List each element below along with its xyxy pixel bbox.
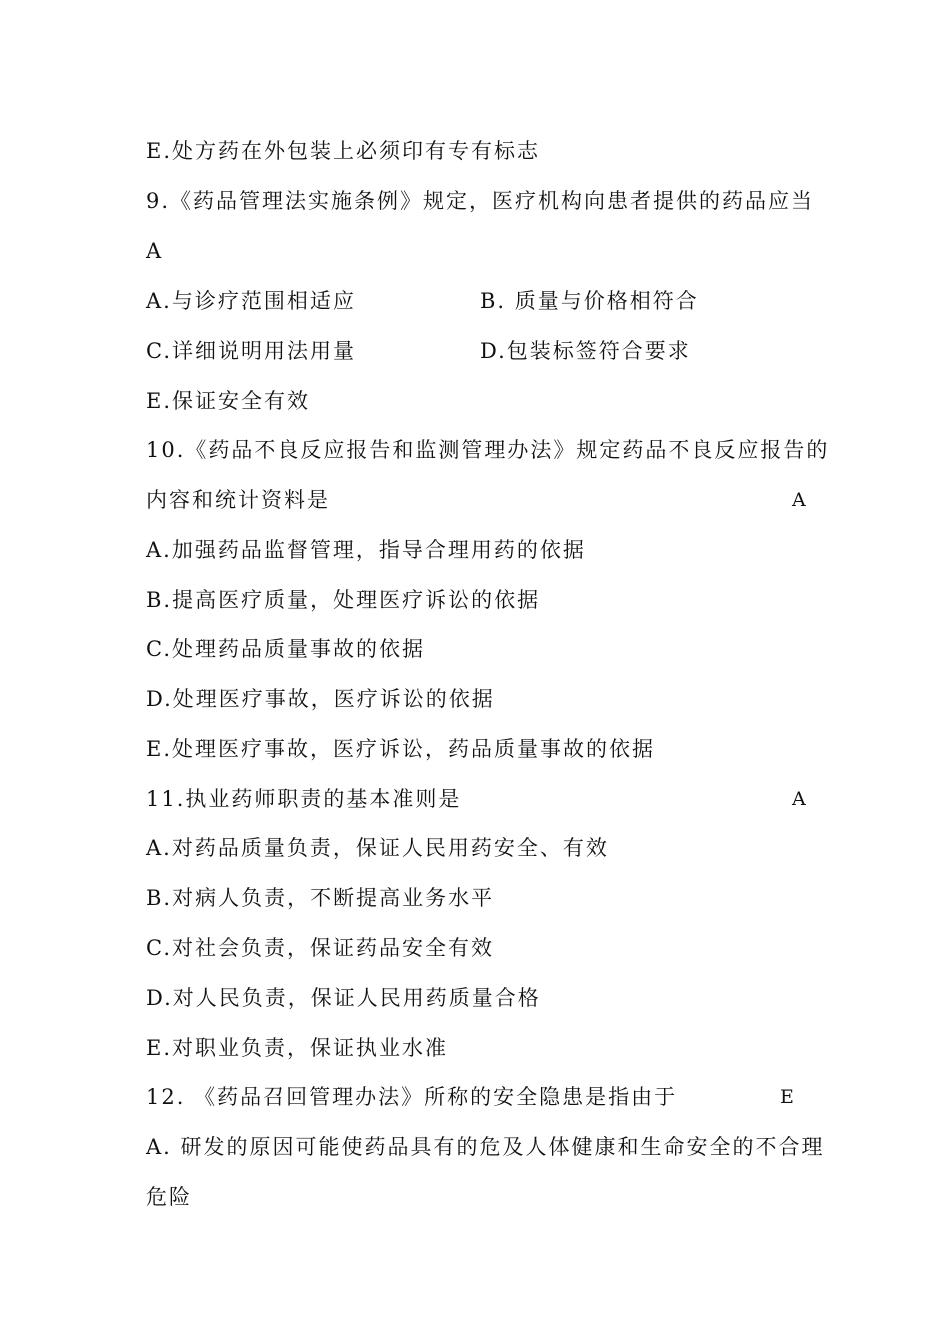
q10-option-e: E.处理医疗事故，医疗诉讼，药品质量事故的依据 <box>146 737 656 761</box>
q8-option-e: E.处方药在外包装上必须印有专有标志 <box>146 139 541 163</box>
q11-option-e: E.对职业负责，保证执业水准 <box>146 1036 449 1060</box>
q10-option-b: B.提高医疗质量，处理医疗诉讼的依据 <box>146 588 541 612</box>
q11-answer: A <box>792 788 806 810</box>
q9-option-b: B. 质量与价格相符合 <box>480 289 699 313</box>
q9-answer: A <box>146 239 164 263</box>
q10-option-a: A.加强药品监督管理，指导合理用药的依据 <box>146 538 586 562</box>
q9-stem: 9.《药品管理法实施条例》规定，医疗机构向患者提供的药品应当 <box>146 189 815 213</box>
q9-option-d: D.包装标签符合要求 <box>480 339 691 363</box>
q12-option-a: A. 研发的原因可能使药品具有的危及人体健康和生命安全的不合理 <box>146 1135 825 1159</box>
q12-stem: 12. 《药品召回管理办法》所称的安全隐患是指由于 <box>146 1085 678 1109</box>
q12-answer: E <box>780 1086 794 1108</box>
q11-stem: 11.执业药师职责的基本准则是 <box>146 787 462 811</box>
q11-option-d: D.对人民负责，保证人民用药质量合格 <box>146 986 541 1010</box>
q11-option-b: B.对病人负责，不断提高业务水平 <box>146 886 495 910</box>
q11-option-a: A.对药品质量负责，保证人民用药安全、有效 <box>146 836 609 860</box>
q10-stem: 10.《药品不良反应报告和监测管理办法》规定药品不良反应报告的 <box>146 438 830 462</box>
q11-option-c: C.对社会负责，保证药品安全有效 <box>146 936 494 960</box>
q9-option-c: C.详细说明用法用量 <box>146 339 356 363</box>
q10-option-c: C.处理药品质量事故的依据 <box>146 637 425 661</box>
q9-option-e: E.保证安全有效 <box>146 389 311 413</box>
q10-stem-cont: 内容和统计资料是 <box>146 488 330 512</box>
q10-option-d: D.处理医疗事故，医疗诉讼的依据 <box>146 687 495 711</box>
q12-option-a-cont: 危险 <box>146 1185 192 1209</box>
q10-answer: A <box>792 489 806 511</box>
q9-option-a: A.与诊疗范围相适应 <box>146 289 356 313</box>
